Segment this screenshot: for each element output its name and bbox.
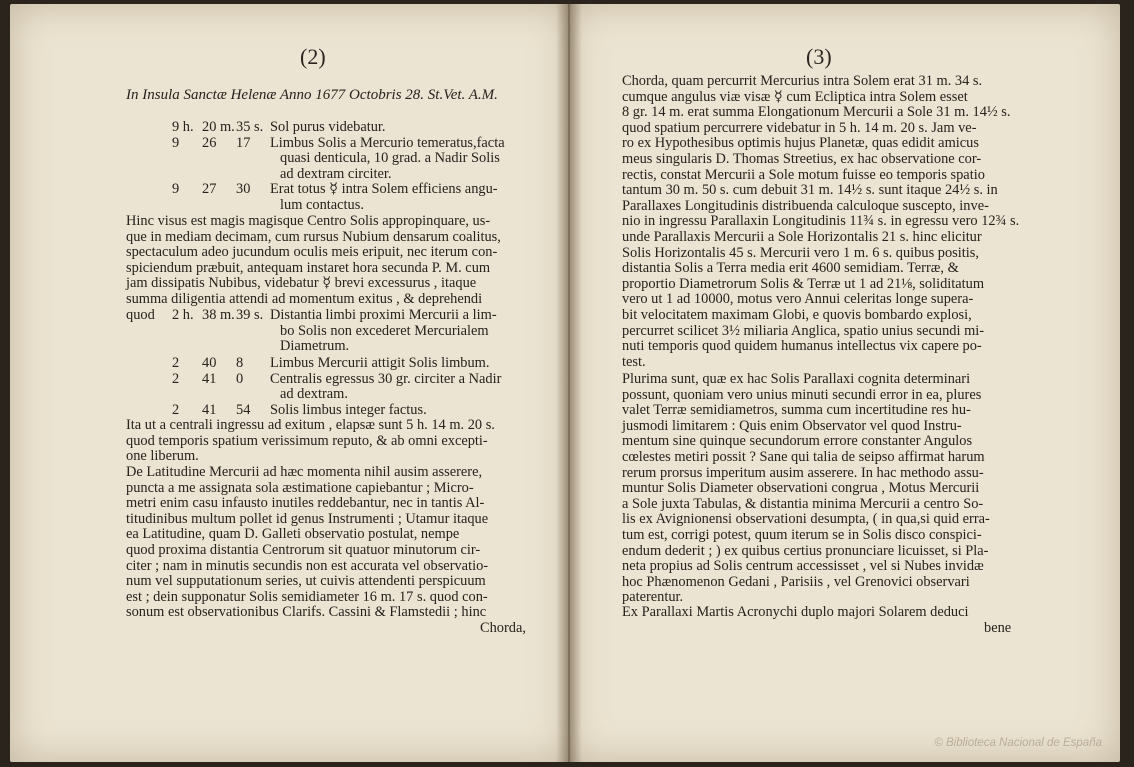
time-hours: 9 (172, 134, 180, 151)
text-line: cumque angulus viæ visæ ☿ cum Ecliptica intra Solem esset (622, 88, 968, 105)
text-line: neta propius ad Solis centrum accessisset , vel si Nubes invidæ (622, 558, 984, 575)
text-line: muntur Solis Diameter observationi congrua , Motus Mercurii (622, 480, 980, 497)
text-line: ro ex Hypothesibus optimis hujus Planetæ, quas edidit amicus (622, 135, 979, 152)
time-hours: 2 (172, 370, 180, 387)
left-page-heading (126, 88, 498, 104)
text-line: titudinibus multum pollet id genus Instrumenti ; Utamur itaque (126, 510, 489, 527)
text-line: possunt, quoniam vero unius minuti secundi error in ea, plures (622, 386, 982, 403)
text-line: sonum est observationibus Clarifs. Cassini & Flamstedii ; hinc (126, 604, 487, 621)
text-line: jusmodi limitarem : Quis enim Observator vel quod Instru- (622, 417, 962, 434)
text-line: Ita ut a centrali ingressu ad exitum , elapsæ sunt 5 h. 14 m. 20 s. (126, 417, 495, 433)
text-line: endum dederit ; ) ex quibus certius pronunciare licuisset, si Pla- (622, 542, 989, 559)
text-line: nio in ingressu Parallaxin Longitudinis 11¾ s. in egressu vero 12¾ s. (622, 213, 1020, 230)
text-line: metri enim casu infausto inutiles reddebantur, nec in tantis Al- (126, 495, 485, 512)
text-line: test. (622, 353, 646, 370)
text-line: citer ; nam in minutis secundis non est accurata vel observatio- (126, 557, 489, 574)
time-seconds: 30 (236, 181, 251, 198)
text-line: est ; dein supponatur Solis semidiameter 16 m. 17 s. quod con- (126, 588, 488, 605)
time-minutes: 26 (202, 134, 217, 151)
text-line: lis ex Avignionensi observationi desumpta, ( in qua,si quid erra- (622, 511, 990, 528)
observation-text: lum contactus. (280, 196, 364, 213)
text-line: hoc Phænomenon Gedani , Parisiis , vel Grenovici observari (622, 573, 970, 590)
time-minutes: 41 (202, 401, 217, 418)
text-line: que in mediam decimam, cum rursus Nubium densarum coalitus, (126, 228, 501, 245)
time-hours: 2 (172, 401, 180, 418)
text-line: De Latitudine Mercurii ad hæc momenta nihil ausim asserere, (126, 464, 483, 480)
text-line: Chorda, quam percurrit Mercurius intra Solem erat 31 m. 34 s. (622, 73, 983, 89)
time-minutes: 20 m. (202, 119, 235, 135)
text-line: Solis Horizontalis 45 s. Mercurii vero 1 m. 6 s. quibus positis, (622, 244, 979, 261)
text-line: quod temporis spatium verissimum reputo, & ab omni excepti- (126, 432, 488, 449)
time-seconds: 39 s. (236, 307, 264, 323)
observation-heading: In Insula Sanctæ Helenæ Anno 1677 Octobris 28. St.Vet. A.M. (126, 87, 498, 103)
text-line: Ex Parallaxi Martis Acronychi duplo majori Solarem deduci (622, 604, 969, 620)
right-paragraph-1 (622, 74, 1019, 370)
observation-text: ad dextram circiter. (280, 165, 392, 182)
text-line: percurret scilicet 3½ miliaria Anglica, spatio unius secundi mi- (622, 322, 985, 339)
book-gutter (556, 4, 582, 762)
library-credit: © Biblioteca Nacional de España (934, 737, 1102, 749)
time-minutes: 27 (202, 181, 217, 198)
text-line: quod proxima distantia Centrorum sit quatuor minutorum cir- (126, 541, 481, 558)
quod-word: quod (126, 307, 155, 323)
text-line: num vel supputationum series, ut cuivis attendenti perspicuum (126, 573, 486, 590)
text-line: puncta a me assignata sola æstimatione capiebantur ; Micro- (126, 479, 474, 496)
text-line: paterentur. (622, 589, 684, 606)
time-seconds: 17 (236, 134, 251, 151)
text-line: 8 gr. 14 m. erat summa Elongationum Mercurii a Sole 31 m. 14½ s. (622, 104, 1011, 121)
observation-text: Distantia limbi proximi Mercurii a lim- (270, 307, 497, 323)
left-paragraph-3 (126, 465, 488, 621)
text-line: nuti temporis quod quidem humanus intellectus vix capere po- (622, 338, 982, 355)
observation-text: quasi denticula, 10 grad. a Nadir Solis (280, 150, 500, 167)
time-hours: 2 (172, 355, 180, 371)
text-line: tum est, corrigi potest, quum iterum se in Solis disco conspici- (622, 526, 982, 543)
text-line: spectaculum adeo jucundum oculis meis eripuit, nec iterum con- (126, 244, 498, 261)
time-hours: 2 h. (172, 307, 194, 323)
page-number-right: (3) (806, 44, 832, 69)
left-paragraph-2 (126, 418, 495, 465)
text-line: rectis, constat Mercurii a Sole motum fuisse eo temporis spatio (622, 166, 985, 183)
time-seconds: 54 (236, 401, 251, 418)
text-line: ea Latitudine, quam D. Galleti observatio postulat, nempe (126, 526, 460, 543)
text-line: vero ut 1 ad 10000, motus vero Annui celeritas longe supera- (622, 291, 974, 308)
time-minutes: 40 (202, 355, 217, 371)
catchword-right: bene (984, 620, 1012, 636)
left-paragraph-1 (126, 214, 501, 308)
text-line: meus singularis D. Thomas Streetius, ex hac observatione cor- (622, 150, 982, 167)
observation-text: Solis limbus integer factus. (270, 401, 427, 418)
time-hours: 9 (172, 181, 180, 198)
observation-text: Erat totus ☿ intra Solem efficiens angu- (270, 181, 498, 198)
observation-text: Limbus Solis a Mercurio temeratus,facta (270, 134, 505, 151)
observation-text: Centralis egressus 30 gr. circiter a Nadir (270, 370, 502, 387)
time-hours: 9 h. (172, 119, 194, 135)
catchword-left: Chorda, (480, 620, 526, 636)
text-line: distantia Solis a Terra media erit 4600 semidiam. Terræ, & (622, 260, 959, 277)
right-paragraph-2 (622, 372, 990, 606)
text-line: one liberum. (126, 448, 199, 465)
observation-text: Limbus Mercurii attigit Solis limbum. (270, 355, 490, 371)
text-line: mentum sine quinque secundorum errore constanter Angulos (622, 433, 973, 450)
text-line: cœlestes metiri possit ? Sane qui talia de seipso affirmat harum (622, 448, 985, 465)
text-line: unde Parallaxis Mercurii a Sole Horizontalis 21 s. hinc elicitur (622, 228, 982, 245)
observation-text: Sol purus videbatur. (270, 119, 386, 135)
time-seconds: 35 s. (236, 119, 264, 135)
time-seconds: 0 (236, 370, 244, 387)
text-line: spiciendum præbuit, antequam instaret hora secunda P. M. cum (126, 259, 491, 276)
text-line: proportio Diametrorum Solis & Terræ ut 1 ad 21⅛, soliditatum (622, 275, 985, 292)
time-minutes: 41 (202, 370, 217, 387)
page-number-left: (2) (300, 44, 326, 69)
text-line: Parallaxes Longitudinis distribuenda calculoque suscepto, inve- (622, 197, 989, 214)
text-line: rerum prorsus imperitum ausim asserere. In hac methodo assu- (622, 464, 984, 481)
text-line: bit velocitatem maximam Globi, e quovis bombardo explosi, (622, 306, 972, 323)
time-minutes: 38 m. (202, 307, 235, 323)
time-seconds: 8 (236, 355, 244, 371)
text-line: tantum 30 m. 50 s. cum debuit 31 m. 14½ s. sunt itaque 24½ s. in (622, 182, 998, 199)
observation-text: bo Solis non excederet Mercurialem (280, 322, 489, 339)
right-paragraph-3 (622, 605, 969, 621)
text-line: quod spatium percurrere videbatur in 5 h. 14 m. 20 s. Jam ve- (622, 119, 977, 136)
text-line: Hinc visus est magis magisque Centro Solis appropinquare, us- (126, 213, 491, 229)
observation-text: Diametrum. (280, 338, 350, 355)
text-line: valet Terræ semidiametros, summa cum incertitudine res hu- (622, 402, 971, 419)
text-line: Plurima sunt, quæ ex hac Solis Parallaxi cognita determinari (622, 371, 971, 387)
observation-text: ad dextram. (280, 386, 348, 403)
text-line: a Sole juxta Tabulas, & distantia minima Mercurii a centro So- (622, 495, 984, 512)
text-line: summa diligentia attendi ad momentum exitus , & deprehendi (126, 290, 483, 307)
text-line: jam dissipatis Nubibus, videbatur ☿ brevi excessurus , itaque (126, 275, 477, 292)
